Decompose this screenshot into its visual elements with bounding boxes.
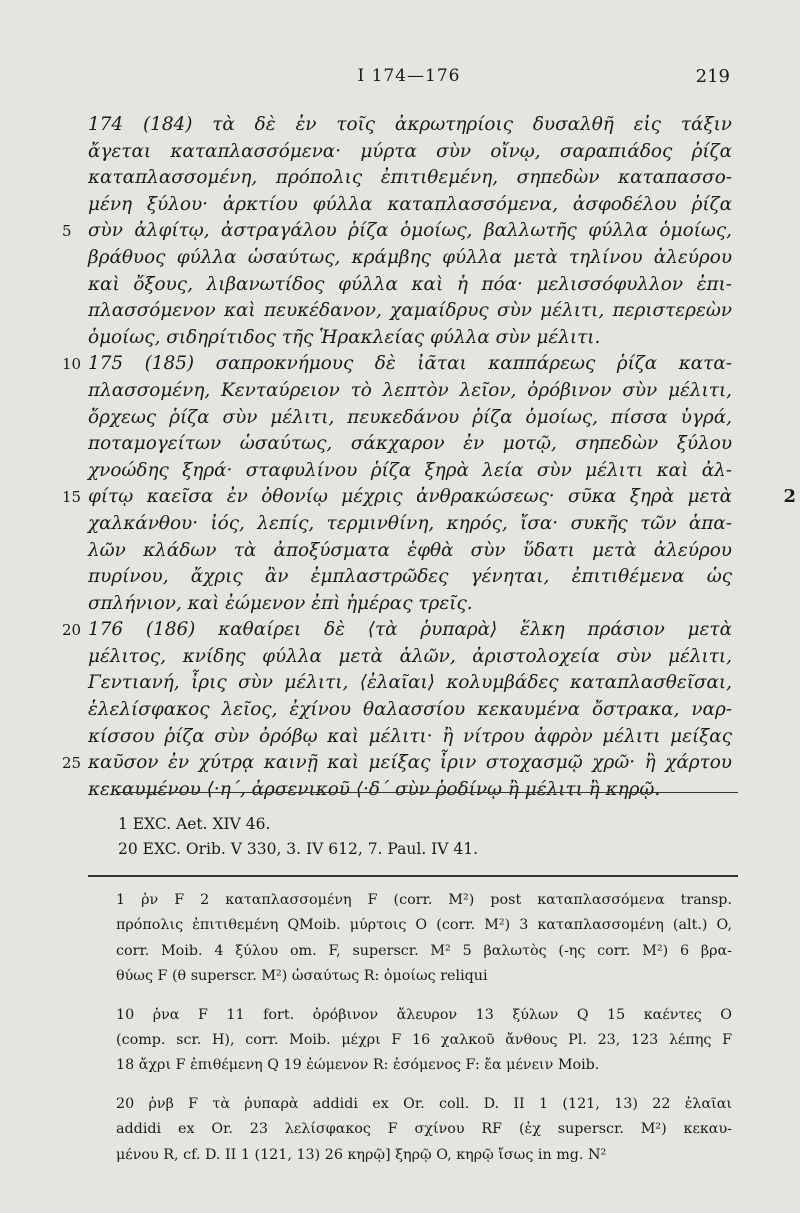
line-text: λῶν κλάδων τὰ ἀποξύσματα ἑφθὰ σὺν ὕδατι μετὰ ἀλεύρου — [88, 539, 732, 561]
text-line — [0, 192, 800, 219]
apparatus-text: (comp. scr. H), corr. Moib. μέχρι F 16 χαλκοῦ ἄνθους Pl. 23, 123 λέπης F — [116, 1031, 732, 1048]
text-line — [0, 351, 800, 378]
text-line — [0, 511, 800, 538]
line-number: 10 — [62, 355, 82, 374]
text-line — [0, 591, 800, 618]
line-text: πλασσόμενον καὶ πευκέδανον, χαμαίδρυς σὺν μέλιτι, περιστερεὼν — [88, 300, 732, 322]
apparatus-gap — [0, 1079, 800, 1092]
line-text: 174 (184) τὰ δὲ ἐν τοῖς ἀκρωτηρίοις δυσαλθῆ εἰς τάξιν — [88, 114, 732, 135]
testimonium-line: 1 EXC. Aet. XIV 46. — [118, 815, 271, 833]
text-line — [0, 538, 800, 565]
line-text: καῦσον ἐν χύτρᾳ καινῇ καὶ μείξας ἶριν στοχασμῷ χρῶ· ἢ χάρτου — [88, 752, 732, 774]
text-line — [0, 139, 800, 166]
line-text: ἄγεται καταπλασσόμενα· μύρτα σὺν οἴνῳ, σαραπιάδος ῥίζα — [88, 140, 732, 162]
divider-rule — [88, 875, 738, 877]
line-text: 175 (185) σαπροκνήμους δὲ ἰᾶται καππάρεως ῥίζα κατα- — [88, 353, 732, 375]
line-number: 15 — [62, 488, 82, 507]
text-line — [0, 112, 800, 139]
line-text: πλασσομένη, Κενταύρειον τὸ λεπτὸν λεῖον, ὀρόβινον σὺν μέλιτι, — [88, 379, 732, 401]
line-text: φίτῳ καεῖσα ἐν ὀθονίῳ μέχρις ἀνθρακώσεως· σῦκα ξηρὰ μετὰ — [88, 486, 732, 508]
apparatus-line — [0, 1028, 800, 1053]
line-text: χνοώδης ξηρά· σταφυλίνου ῥίζα ξηρὰ λεία σὺν μέλιτι καὶ ἀλ- — [88, 459, 732, 481]
apparatus-line — [0, 1092, 800, 1117]
line-text: ἑλελίσφακος λεῖος, ἐχίνου θαλασσίου κεκαυμένα ὄστρακα, ναρ- — [88, 699, 732, 721]
line-text: μένη ξύλου· ἀρκτίου φύλλα καταπλασσόμενα, ἀσφοδέλου ῥίζα — [88, 193, 732, 215]
line-number: 25 — [62, 754, 82, 773]
apparatus-text: θύως F (θ superscr. M²) ὡσαύτως R: ὁμοίως reliqui — [116, 968, 488, 985]
line-text: κίσσου ῥίζα σὺν ὀρόβῳ καὶ μέλιτι· ἢ νίτρου ἀφρὸν μέλιτι μείξας — [88, 725, 732, 747]
testimonium-line: 20 EXC. Orib. V 330, 3. IV 612, 7. Paul. IV 41. — [118, 840, 479, 858]
text-line — [0, 245, 800, 272]
line-text: μέλιτος, κνίδης φύλλα μετὰ ἁλῶν, ἀριστολοχεία σὺν μέλιτι, — [88, 645, 732, 667]
text-line — [0, 670, 800, 697]
text-line — [0, 697, 800, 724]
divider-rule — [118, 792, 738, 793]
page-header — [88, 66, 730, 92]
running-head: I 174—176 — [357, 66, 461, 86]
apparatus-line — [0, 964, 800, 989]
apparatus-line — [0, 939, 800, 964]
apparatus-line — [0, 1003, 800, 1028]
text-line — [0, 644, 800, 671]
text-line — [0, 272, 800, 299]
text-line — [0, 378, 800, 405]
text-line — [0, 750, 800, 777]
text-line — [0, 325, 800, 352]
line-text: πυρίνου, ἄχρις ἂν ἐμπλαστρῶδες γένηται, ἐπιτιθέμενα ὡς — [88, 566, 732, 588]
main-text — [0, 112, 800, 803]
line-text: σπλήνιον, καὶ ἐώμενον ἐπὶ ἡμέρας τρεῖς. — [88, 592, 473, 614]
text-line — [0, 458, 800, 485]
text-line — [0, 165, 800, 192]
apparatus-line — [0, 913, 800, 938]
text-line — [0, 431, 800, 458]
apparatus-text: addidi ex Or. 23 λελίσφακος F σχίνου RF (ἐχ superscr. M²) κεκαυ- — [116, 1121, 732, 1138]
text-line — [0, 405, 800, 432]
text-line — [0, 218, 800, 245]
page-number: 219 — [695, 66, 730, 87]
text-line — [0, 724, 800, 751]
line-text: ποταμογείτων ὡσαύτως, σάκχαρον ἐν μοτῷ, σηπεδὼν ξύλου — [88, 433, 732, 455]
critical-apparatus — [0, 888, 800, 1168]
apparatus-text: μένου R, cf. D. II 1 (121, 13) 26 κηρῷ] ξηρῷ O, κηρῷ ἴσως in mg. N² — [116, 1146, 607, 1163]
line-text: βράθυος φύλλα ὡσαύτως, κράμβης φύλλα μετὰ τηλίνου ἀλεύρου — [88, 246, 732, 268]
text-line — [0, 484, 800, 511]
line-text: σὺν ἀλφίτῳ, ἀστραγάλου ῥίζα ὁμοίως, βαλλωτῆς φύλλα ὁμοίως, — [88, 220, 732, 242]
apparatus-text: corr. Moib. 4 ξύλου om. F, superscr. M² 5 βαλωτὸς (-ης corr. M²) 6 βρα- — [116, 942, 732, 959]
apparatus-text: 18 ἄχρι F ἐπιθέμενη Q 19 ἐώμενον R: ἐσόμενος F: ἔα μένειν Moib. — [116, 1057, 600, 1074]
line-number: 20 — [62, 621, 82, 640]
margin-number: 2 — [783, 486, 796, 508]
apparatus-line — [0, 1117, 800, 1142]
testimonia — [118, 812, 478, 862]
text-line — [0, 617, 800, 644]
apparatus-line — [0, 888, 800, 913]
line-text: καὶ ὄξους, λιβανωτίδος φύλλα καὶ ἡ πόα· μελισσόφυλλον ἐπι- — [88, 273, 732, 295]
text-line — [0, 777, 800, 804]
apparatus-gap — [0, 990, 800, 1003]
line-text: Γεντιανή, ἶρις σὺν μέλιτι, ⟨ἐλαῖαι⟩ κολυμβάδες καταπλασθεῖσαι, — [88, 672, 732, 694]
line-number: 5 — [62, 222, 72, 241]
apparatus-text: 10 ῥνα F 11 fort. ὀρόβινον ἄλευρον 13 ξύλων Q 15 καέντες O — [116, 1006, 732, 1023]
line-text: ὄρχεως ῥίζα σὺν μέλιτι, πευκεδάνου ῥίζα ὁμοίως, πίσσα ὑγρά, — [88, 406, 732, 428]
line-text: χαλκάνθου· ἰός, λεπίς, τερμινθίνη, κηρός, ἴσα· συκῆς τῶν ἁπα- — [88, 512, 732, 534]
line-text: καταπλασσομένη, πρόπολις ἐπιτιθεμένη, σηπεδὼν καταπασσο- — [88, 167, 732, 189]
apparatus-line — [0, 1143, 800, 1168]
apparatus-line — [0, 1053, 800, 1078]
apparatus-text: 20 ῥνβ F τὰ ῥυπαρὰ addidi ex Or. coll. D. II 1 (121, 13) 22 ἐλαῖαι — [116, 1095, 732, 1112]
text-line — [0, 564, 800, 591]
apparatus-text: πρόπολις ἐπιτιθεμένη QMoib. μύρτοις O (corr. M²) 3 καταπλασσομένη (alt.) O, — [116, 917, 732, 934]
line-text: ὁμοίως, σιδηρίτιδος τῆς Ἡρακλείας φύλλα σὺν μέλιτι. — [88, 326, 601, 348]
apparatus-text: 1 ῥν F 2 καταπλασσομένη F (corr. M²) post καταπλασσόμενα transp. — [116, 892, 732, 908]
text-line — [0, 298, 800, 325]
line-text: 176 (186) καθαίρει δὲ ⟨τὰ ῥυπαρὰ⟩ ἕλκη πράσιον μετὰ — [88, 619, 732, 641]
line-text: κεκαυμένου ⟨·η΄, ἀρσενικοῦ ⟨·δ΄ σὺν ῥοδίνῳ ἢ μέλιτι ἢ κηρῷ. — [88, 778, 661, 800]
